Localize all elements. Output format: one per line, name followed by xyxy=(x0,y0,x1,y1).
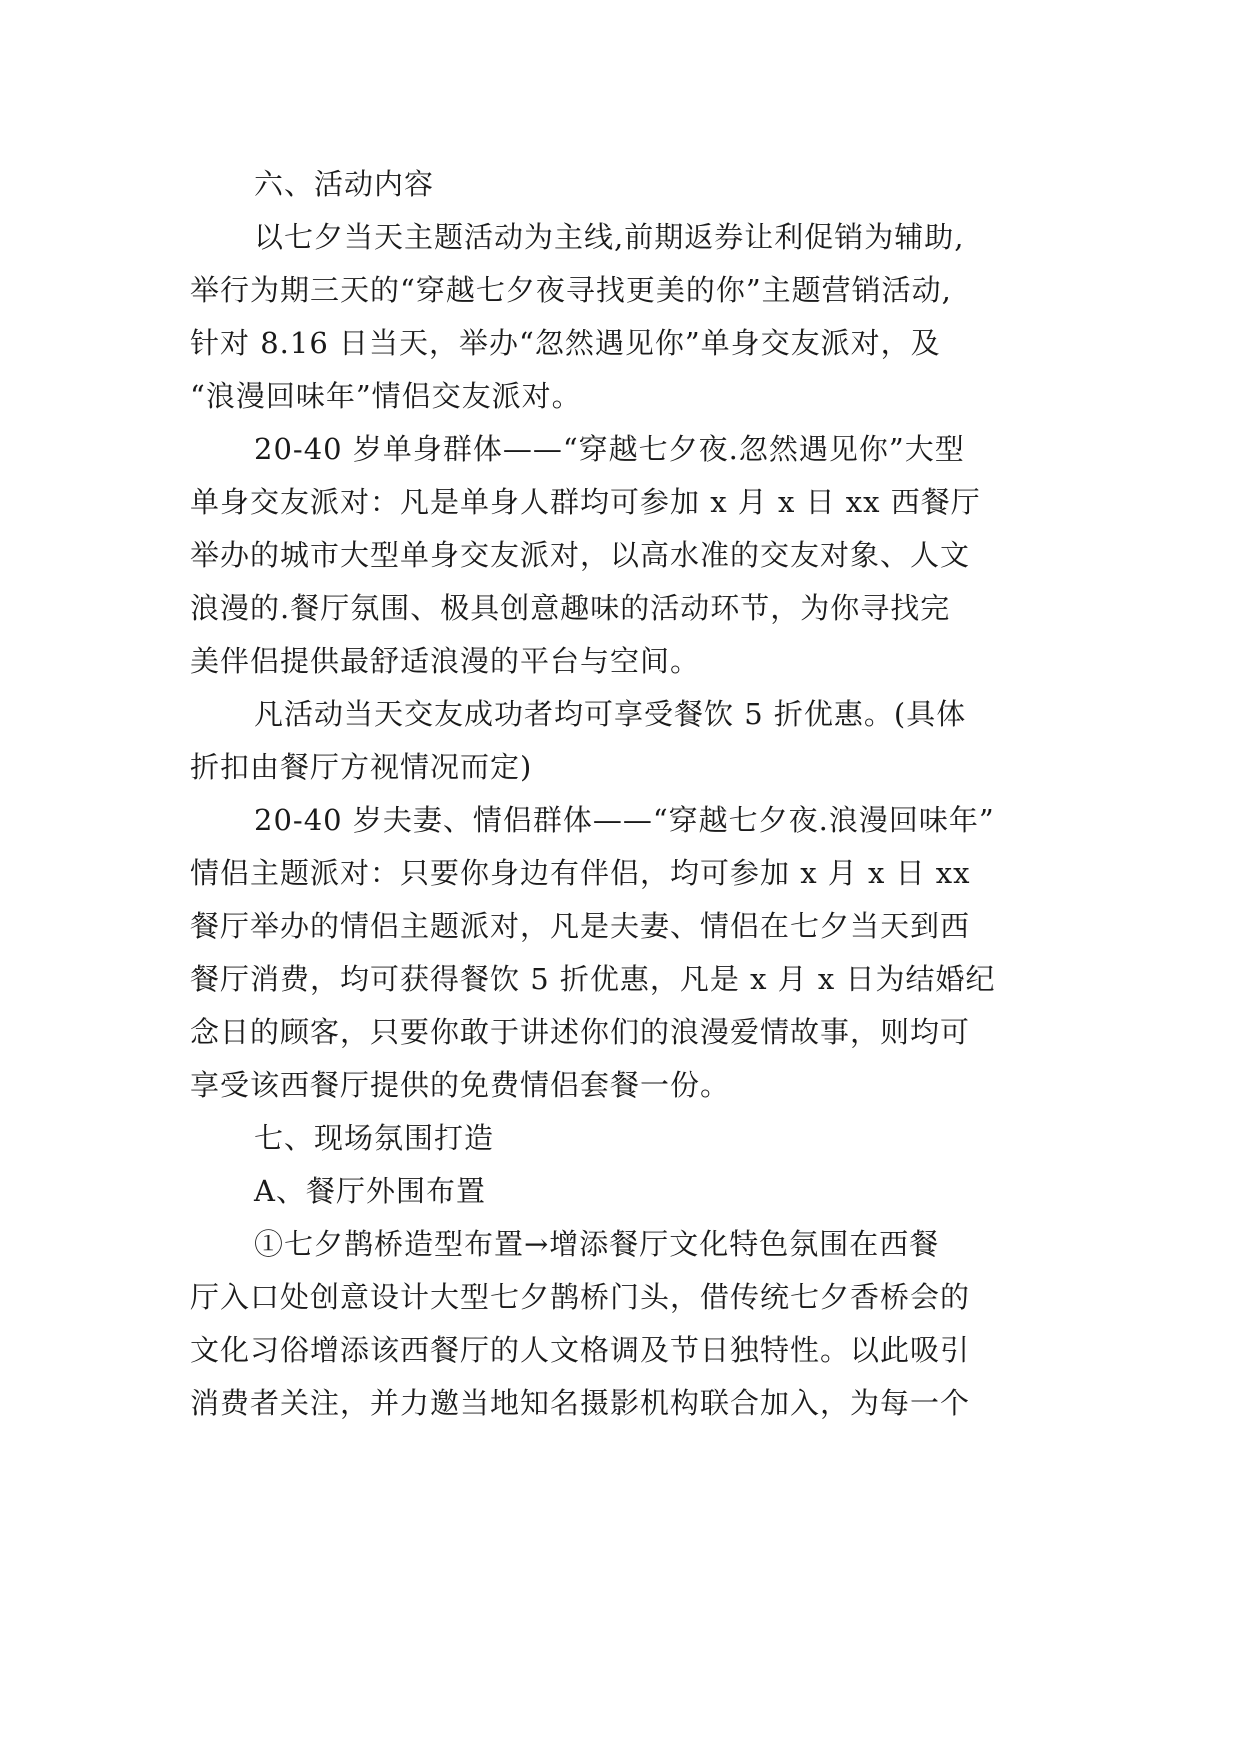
paragraph-line: “浪漫回味年”情侣交友派对。 xyxy=(190,379,582,413)
paragraph-line: 文化习俗增添该西餐厅的人文格调及节日独特性。以此吸引 xyxy=(190,1333,971,1367)
paragraph-line: 享受该西餐厅提供的免费情侣套餐一份。 xyxy=(190,1068,731,1102)
document-body xyxy=(190,158,1080,1430)
paragraph-line: 针对 8.16 日当天，举办“忽然遇见你”单身交友派对，及 xyxy=(190,326,941,360)
paragraph-line: 餐厅消费，均可获得餐饮 5 折优惠，凡是 x 月 x 日为结婚纪 xyxy=(190,962,996,996)
subsection-heading-exterior: A、餐厅外围布置 xyxy=(254,1174,486,1208)
paragraph-line: 举行为期三天的“穿越七夕夜寻找更美的你”主题营销活动, xyxy=(190,273,952,307)
paragraph-line: ①七夕鹊桥造型布置→增添餐厅文化特色氛围在西餐 xyxy=(254,1227,940,1261)
paragraph-line: 餐厅举办的情侣主题派对，凡是夫妻、情侣在七夕当天到西 xyxy=(190,909,971,943)
paragraph-line: 举办的城市大型单身交友派对，以高水准的交友对象、人文 xyxy=(190,538,971,572)
paragraph-line: 美伴侣提供最舒适浪漫的平台与空间。 xyxy=(190,644,701,678)
paragraph-line: 厅入口处创意设计大型七夕鹊桥门头，借传统七夕香桥会的 xyxy=(190,1280,971,1314)
paragraph-line: 消费者关注，并力邀当地知名摄影机构联合加入，为每一个 xyxy=(190,1386,971,1420)
paragraph-line: 20-40 岁夫妻、情侣群体——“穿越七夕夜.浪漫回味年” xyxy=(254,803,995,837)
paragraph-line: 浪漫的.餐厅氛围、极具创意趣味的活动环节，为你寻找完 xyxy=(190,591,951,625)
paragraph-line: 情侣主题派对：只要你身边有伴侣，均可参加 x 月 x 日 xx xyxy=(190,856,971,890)
paragraph-line: 单身交友派对：凡是单身人群均可参加 x 月 x 日 xx 西餐厅 xyxy=(190,485,981,519)
section-heading-activity-content: 六、活动内容 xyxy=(254,167,435,201)
section-heading-atmosphere: 七、现场氛围打造 xyxy=(254,1121,495,1155)
paragraph-line: 折扣由餐厅方视情况而定) xyxy=(190,750,533,784)
paragraph-line: 以七夕当天主题活动为主线,前期返券让利促销为辅助, xyxy=(254,220,965,254)
paragraph-line: 20-40 岁单身群体——“穿越七夕夜.忽然遇见你”大型 xyxy=(254,432,965,466)
paragraph-line: 念日的顾客，只要你敢于讲述你们的浪漫爱情故事，则均可 xyxy=(190,1015,971,1049)
paragraph-line: 凡活动当天交友成功者均可享受餐饮 5 折优惠。(具体 xyxy=(254,697,967,731)
